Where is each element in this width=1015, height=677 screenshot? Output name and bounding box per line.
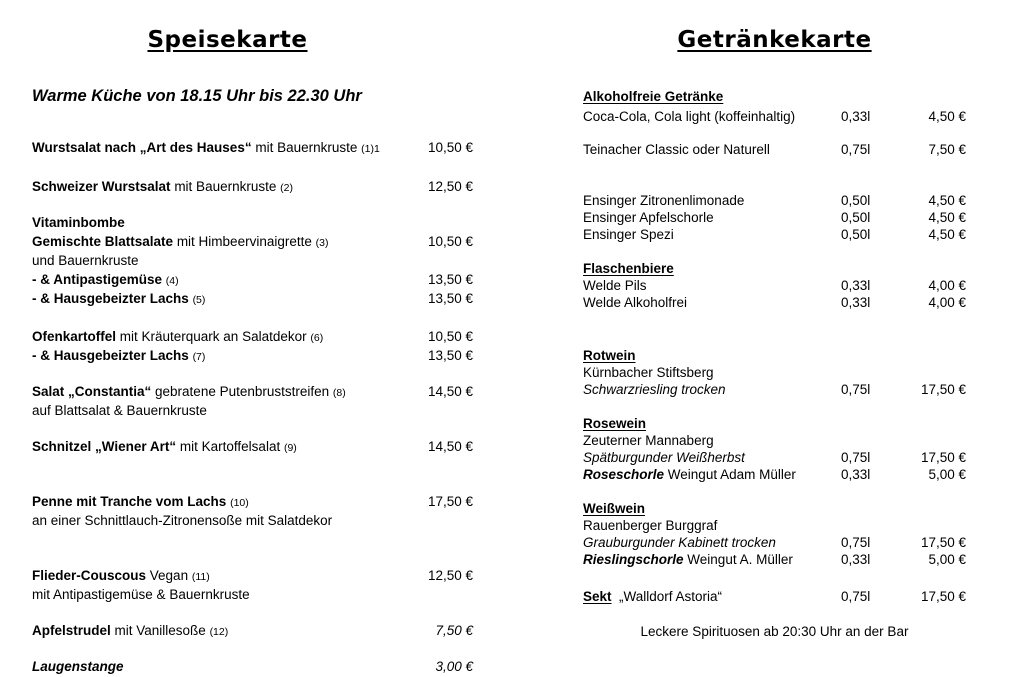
menu-item-text [32, 402, 401, 421]
drink-row [583, 141, 966, 158]
drink-price: 5,00 € [928, 552, 966, 567]
menu-item-price: 13,50 € [427, 291, 473, 306]
drink-name-plain: Rauenberger Burggraf [583, 518, 718, 533]
drink-size: 0,33l [841, 467, 871, 482]
menu-item-desc: mit Bauernkruste [251, 140, 362, 155]
drink-row [583, 209, 966, 226]
menu-item-row [32, 512, 473, 531]
footnote-number: (5) [192, 294, 206, 306]
drink-price: 5,00 € [928, 467, 966, 482]
menu-item-name: Flieder-Couscous [32, 568, 147, 583]
menu-item-row [32, 271, 473, 290]
drink-row [583, 260, 966, 277]
speisekarte-title: Speisekarte [147, 27, 308, 53]
spirits-notice: Leckere Spirituosen ab 20:30 Uhr an der Bar [640, 624, 909, 639]
menu-item-row [32, 252, 473, 271]
drink-size: 0,50l [841, 210, 871, 225]
drink-price: 4,00 € [928, 278, 966, 293]
drink-price: 17,50 € [920, 450, 966, 465]
menu-item-name: - & Hausgebeizter Lachs [32, 291, 189, 306]
menu-item-desc: Vegan [146, 568, 192, 583]
menu-item-text [32, 139, 401, 158]
drink-name [583, 551, 841, 568]
drink-name-plain: Coca-Cola, Cola light (koffeinhaltig) [583, 109, 796, 124]
menu-item-row [32, 402, 473, 421]
menu-item-desc: auf Blattsalat & Bauernkruste [32, 403, 207, 418]
drink-row [583, 277, 966, 294]
getraenkekarte-title: Getränkekarte [677, 27, 872, 53]
menu-item-name: - & Antipastigemüse [32, 272, 163, 287]
menu-item-desc: an einer Schnittlauch-Zitronensoße mit Salatdekor [32, 513, 333, 528]
menu-item-row [32, 139, 473, 158]
drink-section-header: Weißwein [583, 501, 646, 516]
menu-item-row [32, 438, 473, 457]
menu-item-text [32, 252, 401, 271]
drink-name-plain: Kürnbacher Stiftsberg [583, 365, 714, 380]
menu-item-text [32, 586, 401, 605]
footnote-number: (12) [209, 626, 229, 638]
drink-row [583, 347, 966, 364]
drink-name [583, 517, 841, 534]
menu-item-price: 12,50 € [427, 568, 473, 583]
drink-size: 0,33l [841, 552, 871, 567]
drink-name [583, 260, 841, 277]
drink-row [583, 192, 966, 209]
drink-name [583, 209, 841, 226]
drink-name-bold-italic: Rieslingschorle [583, 552, 684, 567]
menu-item-price: 17,50 € [427, 494, 473, 509]
menu-item-row [32, 383, 473, 402]
menu-item-desc: mit Himbeervinaigrette [173, 234, 316, 249]
drink-name-plain: Teinacher Classic oder Naturell [583, 142, 770, 157]
menu-item-name: Penne mit Tranche vom Lachs [32, 494, 227, 509]
menu-item-name: Schnitzel „Wiener Art“ [32, 439, 177, 454]
drink-name [583, 108, 841, 125]
footnote-number: (11) [191, 571, 210, 583]
menu-item-text [32, 512, 401, 531]
menu-item-row [32, 328, 473, 347]
drink-price: 4,50 € [928, 109, 966, 124]
drink-row [583, 226, 966, 243]
menu-item-text [32, 233, 401, 252]
footnote-number: (3) [315, 237, 329, 249]
drink-row [583, 449, 966, 466]
drink-row [583, 551, 966, 568]
drink-name [583, 466, 841, 483]
menu-item-row [32, 622, 473, 641]
menu-item-name: Wurstsalat nach „Art des Hauses“ [32, 140, 252, 155]
drink-size: 0,75l [841, 589, 871, 604]
menu-item-price: 10,50 € [427, 234, 473, 249]
drink-row [583, 517, 966, 534]
menu-item-text [32, 290, 401, 309]
menu-item-name: Apfelstrudel [32, 623, 111, 638]
menu-item-desc: mit Kräuterquark an Salatdekor [116, 329, 311, 344]
menu-item-row [32, 586, 473, 605]
drink-name-plain: Ensinger Spezi [583, 227, 674, 242]
drink-items [583, 88, 966, 605]
menu-item-name: Vitaminbombe [32, 215, 125, 230]
drink-name [583, 277, 841, 294]
menu-item-name: Salat „Constantia“ [32, 384, 152, 399]
drink-price: 4,50 € [928, 227, 966, 242]
drinks-column [583, 26, 966, 640]
opening-hours: Warme Küche von 18.15 Uhr bis 22.30 Uhr [32, 87, 362, 105]
drink-size: 0,50l [841, 193, 871, 208]
drink-size: 0,75l [841, 450, 871, 465]
drink-name-italic: Schwarzriesling trocken [583, 382, 726, 397]
drink-name [583, 500, 841, 517]
footnote-number: (7) [192, 351, 206, 363]
drink-name-italic: Grauburgunder Kabinett trocken [583, 535, 776, 550]
footnote-number: (8) [332, 387, 346, 399]
drink-name [583, 88, 841, 105]
drink-row [583, 415, 966, 432]
drink-price: 17,50 € [920, 382, 966, 397]
menu-item-text [32, 567, 401, 586]
drink-row [583, 88, 966, 105]
menu-item-price: 10,50 € [427, 329, 473, 344]
drink-name [583, 588, 841, 605]
menu-item-text [32, 328, 401, 347]
menu-item-price: 12,50 € [427, 179, 473, 194]
drink-name-italic: Spätburgunder Weißherbst [583, 450, 745, 465]
menu-item-price: 13,50 € [427, 348, 473, 363]
menu-item-name: - & Hausgebeizter Lachs [32, 348, 189, 363]
drink-name-bold-italic: Roseschorle [583, 467, 665, 482]
drink-section-header: Flaschenbiere [583, 261, 674, 276]
drink-size: 0,75l [841, 535, 871, 550]
drink-row [583, 294, 966, 311]
drink-name-plain: Zeuterner Mannaberg [583, 433, 714, 448]
drink-size: 0,75l [841, 142, 871, 157]
drink-name [583, 364, 841, 381]
menu-item-row [32, 233, 473, 252]
drink-name [583, 192, 841, 209]
menu-item-row [32, 214, 473, 233]
drink-size: 0,33l [841, 295, 871, 310]
drink-price: 7,50 € [928, 142, 966, 157]
drink-name [583, 141, 841, 158]
drink-row [583, 108, 966, 125]
drink-name-plain: Welde Pils [583, 278, 647, 293]
menu-item-name: Gemischte Blattsalate [32, 234, 174, 249]
drink-name [583, 381, 841, 398]
menu-item-text [32, 383, 401, 402]
drink-name-plain: Ensinger Apfelschorle [583, 210, 714, 225]
menu-item-price: 3,00 € [435, 659, 473, 674]
footnote-number: (2) [280, 182, 293, 194]
menu-item-text [32, 493, 401, 512]
menu-item-row [32, 290, 473, 309]
menu-item-price: 14,50 € [427, 384, 473, 399]
menu-item-desc: mit Kartoffelsalat [176, 439, 284, 454]
drink-price: 17,50 € [920, 535, 966, 550]
drink-name [583, 432, 841, 449]
drink-row [583, 466, 966, 483]
drink-price: 17,50 € [920, 589, 966, 604]
drink-name-plain: Ensinger Zitronenlimonade [583, 193, 745, 208]
drink-name-plain: Welde Alkoholfrei [583, 295, 688, 310]
drink-name [583, 534, 841, 551]
footnote-number: (6) [310, 332, 324, 344]
menu-item-text [32, 622, 401, 641]
menu-item-desc: mit Bauernkruste [170, 179, 281, 194]
drink-section-header: Sekt [583, 589, 612, 604]
menu-item-desc: mit Vanillesoße [110, 623, 210, 638]
drink-name [583, 347, 841, 364]
drink-size: 0,75l [841, 382, 871, 397]
menu-item-text [32, 438, 401, 457]
drink-price: 4,50 € [928, 210, 966, 225]
menu-item-text [32, 214, 401, 233]
drink-size: 0,33l [841, 278, 871, 293]
drink-row [583, 432, 966, 449]
menu-item-desc: gebratene Putenbruststreifen [151, 384, 333, 399]
footnote-number: (9) [283, 442, 297, 454]
menu-item-name: Ofenkartoffel [32, 329, 117, 344]
menu-item-desc: mit Antipastigemüse & Bauernkruste [32, 587, 250, 602]
drink-row [583, 534, 966, 551]
menu-item-text [32, 178, 401, 197]
menu-item-price: 14,50 € [427, 439, 473, 454]
footnote-number: (1)1 [361, 143, 380, 155]
drink-size: 0,33l [841, 109, 871, 124]
menu-item-row [32, 493, 473, 512]
menu-item-price: 13,50 € [427, 272, 473, 287]
drink-size: 0,50l [841, 227, 871, 242]
drink-name [583, 449, 841, 466]
drink-price: 4,50 € [928, 193, 966, 208]
drink-row [583, 500, 966, 517]
menu-item-row [32, 567, 473, 586]
drink-section-header: Alkoholfreie Getränke [583, 89, 724, 104]
drink-row [583, 364, 966, 381]
menu-items [32, 139, 473, 677]
drink-name [583, 294, 841, 311]
menu-item-price: 7,50 € [435, 623, 473, 638]
drink-section-header: Rotwein [583, 348, 636, 363]
menu-item-text [32, 271, 401, 290]
drink-name-plain: Weingut A. Müller [683, 552, 793, 567]
food-column [32, 26, 473, 677]
menu-item-row [32, 178, 473, 197]
footnote-number: (4) [165, 275, 179, 287]
footnote-number: (10) [230, 497, 249, 509]
drink-name-plain: Weingut Adam Müller [664, 467, 796, 482]
menu-item-desc: und Bauernkruste [32, 253, 139, 268]
menu-item-price: 10,50 € [427, 140, 473, 155]
drink-section-header: Rosewein [583, 416, 647, 431]
drink-row [583, 588, 966, 605]
drink-price: 4,00 € [928, 295, 966, 310]
menu-item-name: Schweizer Wurstsalat [32, 179, 171, 194]
drink-name [583, 415, 841, 432]
drink-name-plain: „Walldorf Astoria“ [611, 589, 723, 604]
drink-row [583, 381, 966, 398]
menu-item-name: Laugenstange [32, 659, 124, 674]
menu-item-text [32, 347, 401, 366]
menu-item-row [32, 347, 473, 366]
drink-name [583, 226, 841, 243]
